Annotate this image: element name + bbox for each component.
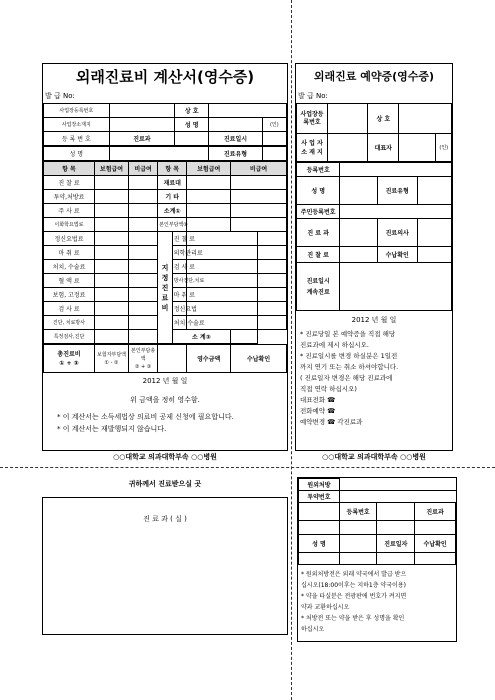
fee-row-label: 마 취 료 — [44, 246, 95, 260]
prescription-table — [298, 478, 456, 565]
col-ins: 보험급여 — [95, 162, 129, 176]
referral-heading: 귀하께서 진료받으실 곳 — [128, 480, 202, 488]
insurer-share-text: 보험자부담액 — [97, 351, 127, 358]
seal-mark: (인) — [436, 134, 452, 162]
insurer-share-formula: ① - ② — [104, 359, 119, 366]
name-label: 성 명 — [297, 177, 340, 205]
biz-addr-value — [109, 118, 175, 132]
biz-no-label: 사업장등록번호 — [297, 104, 328, 134]
right-item-label: 정신요법 — [172, 302, 187, 316]
fee-row-label: 이화학요법료 — [44, 218, 95, 232]
total-formula: ① + ③ — [59, 359, 79, 367]
prescription-form — [297, 477, 457, 642]
receipt-note: * 이 계산서는 소득세법상 의료비 공제 신청에 필요합니다. — [57, 413, 234, 421]
fee-row-label: 투약,처방료 — [44, 190, 95, 204]
receipt-total-table — [43, 344, 287, 373]
appointment-note: * 진료일시를 변경 하실분은 1일전 — [300, 352, 398, 360]
col-ins2: 보험급여 — [187, 162, 231, 176]
designated-fee-label — [158, 232, 173, 344]
dept-label: 진료과 — [109, 132, 175, 146]
rep-label: 대표자 — [368, 134, 399, 162]
right-item-label: 진 찰 료 — [172, 232, 187, 246]
receipt-header-table — [43, 103, 287, 146]
appointment-title: 외래진료 예약증(영수증) — [313, 70, 435, 83]
appointment-note: 대표전화 ☎ — [300, 396, 336, 404]
referral-box — [42, 497, 288, 635]
col-nonins: 비급여 — [129, 162, 158, 176]
appointment-info-table — [296, 162, 452, 311]
doctor-label: 진료의사 — [377, 219, 417, 247]
right-top-label: 본인부담액② — [158, 218, 187, 232]
right-item-label: 마 취 료 — [172, 288, 187, 302]
received-label: 영수금액 — [187, 345, 231, 373]
fee-row-label: 검 사 료 — [44, 302, 95, 316]
col-nonins2: 비급여 — [231, 162, 287, 176]
receipt-date-line: 2012 년 월 일 — [142, 377, 188, 385]
fee-row-label: 혈 액 료 — [44, 274, 95, 288]
rx-title1: 원외처방 — [299, 479, 340, 491]
right-item-label: 방사진단,치료 — [172, 274, 187, 288]
schedule-continue-text: 계속진료 — [306, 288, 330, 296]
right-top-label: 기 타 — [158, 190, 187, 204]
receipt-patient-table — [43, 146, 287, 161]
reg-no-label: 등록번호 — [297, 163, 340, 177]
signature-label: 수납확인 — [377, 247, 417, 263]
appointment-form — [295, 63, 453, 451]
vertical-cut-line — [291, 0, 292, 700]
insurer-share — [95, 345, 129, 373]
right-top-label: 소계① — [158, 204, 187, 218]
dept-label: 진 료 과 — [297, 219, 340, 247]
patient-label: 성 명 — [44, 147, 110, 161]
self-share — [129, 345, 158, 373]
rx-note: 하십시오 — [301, 626, 325, 633]
fee-row-label: 보험, 고정료 — [44, 288, 95, 302]
resident-no-label: 주민등록번호 — [297, 205, 340, 219]
appointment-date-line: 2012 년 월 일 — [351, 316, 397, 324]
receipt-note: * 이 계산서는 재발행되지 않습니다. — [57, 425, 167, 433]
receipt-issue-no: 발 급 No: — [45, 92, 75, 100]
appointment-note: 진료과에 제시 하십시오. — [300, 341, 369, 349]
col-item: 항 목 — [44, 162, 95, 176]
col-item2: 항 목 — [158, 162, 187, 176]
designated-fee-text: 지정진료비 — [161, 263, 169, 312]
right-item-label: 검 사 료 — [172, 260, 187, 274]
right-item-label: 처치,수술료 — [172, 316, 187, 330]
biz-addr-label: 사업장소재지 — [44, 118, 110, 132]
total-text: 총진료비 — [57, 350, 81, 358]
rx-note: 약과 교환하십시오 — [301, 604, 350, 611]
receipt-fee-table — [43, 161, 287, 344]
firm-label: 상 호 — [368, 104, 399, 134]
receipt-notes — [43, 411, 287, 435]
signature-label: 수납확인 — [231, 345, 287, 373]
schedule-label — [297, 263, 340, 311]
self-share-text: 본인부담총액 — [131, 347, 156, 362]
receipt-title: 외래진료비 계산서(영수증) — [75, 68, 255, 86]
rx-note: 십시오(18:00이후는 지하1층 약국이용) — [301, 582, 406, 589]
biz-no-label: 사업장등록번호 — [44, 104, 110, 118]
rx-note: * 처방전 또는 약을 받은 후 성명을 확인 — [301, 615, 405, 622]
fee-row-label: 주 사 료 — [44, 204, 95, 218]
self-share-formula: ② + ③ — [134, 363, 152, 370]
rx-name-label: 성 명 — [299, 535, 340, 553]
patient-value — [109, 147, 209, 161]
appointment-note: ( 진료일자 변경은 해당 진료과에 — [300, 374, 393, 382]
date-label: 진료일시 — [209, 132, 262, 146]
appointment-note: 직접 연락 하십시오) — [300, 385, 357, 393]
rx-note: * 약을 타실분은 전광판에 번호가 켜지면 — [301, 593, 407, 600]
fee-row-label: 특정검사,진단 — [44, 330, 95, 344]
biz-no-value — [109, 104, 175, 118]
rx-signature-label: 수납확인 — [415, 535, 456, 553]
appointment-hospital: ○○대학교 의과대학부속 ○○병원 — [322, 453, 426, 461]
rx-title2: 투약번호 — [299, 491, 340, 503]
type-value — [262, 147, 286, 161]
rx-dept-label: 진료과 — [415, 503, 456, 521]
receipt-confirm: 위 금액을 정히 영수함. — [130, 396, 200, 404]
right-item-label: 의학관리료 — [172, 246, 187, 260]
rx-note: * 원외처방전은 외래 약국에서 발급 받으 — [301, 571, 407, 578]
total-label — [44, 345, 95, 373]
subtotal3-label: 소 계③ — [172, 330, 230, 344]
appointment-notes — [296, 329, 452, 428]
appointment-note: * 진료당일 본 예약증을 직접 해당 — [300, 330, 396, 338]
fee-label: 진 찰 료 — [297, 247, 340, 263]
addr-label: 사 업 자 소 재 지 — [297, 134, 328, 162]
seal-mark: (인) — [262, 118, 286, 132]
receipt-hospital: ○○대학교 의과대학부속 ○○병원 — [113, 453, 217, 461]
date-value — [262, 132, 286, 146]
referral-dept-line: 진 료 과 ( 실 ) — [143, 515, 187, 523]
type-label: 진료유형 — [377, 177, 417, 205]
firm-value — [209, 104, 287, 118]
rx-reg-no-label: 등록번호 — [339, 503, 377, 521]
person-label: 성 명 — [175, 118, 209, 132]
appointment-note: 예약변경 ☎ 각진료과 — [300, 418, 363, 426]
right-top-label: 재료대 — [158, 176, 187, 190]
appointment-note: 전화예약 ☎ — [300, 407, 336, 415]
fee-row-label: 진단, 치료방사 — [44, 316, 95, 330]
firm-label: 상 호 — [175, 104, 209, 118]
fee-row-label: 진 찰 료 — [44, 176, 95, 190]
person-value — [209, 118, 262, 132]
type-label: 진료유형 — [209, 147, 262, 161]
dept-value — [175, 132, 209, 146]
appointment-note: 까지 연기 또는 취소 하셔야합니다. — [300, 363, 399, 371]
receipt-form — [42, 63, 288, 451]
prescription-notes — [298, 565, 456, 635]
appointment-issue-no: 발 급 No: — [298, 92, 328, 100]
schedule-date-text: 진료일시 — [306, 277, 330, 285]
fee-row-label: 처치, 수술료 — [44, 260, 95, 274]
horizontal-cut-line — [0, 467, 495, 468]
appointment-biz-table — [296, 103, 452, 162]
reg-no-label: 등 록 번 호 — [44, 132, 110, 146]
rx-date-label: 진료일자 — [377, 535, 415, 553]
fee-row-label: 정신요법료 — [44, 232, 95, 246]
